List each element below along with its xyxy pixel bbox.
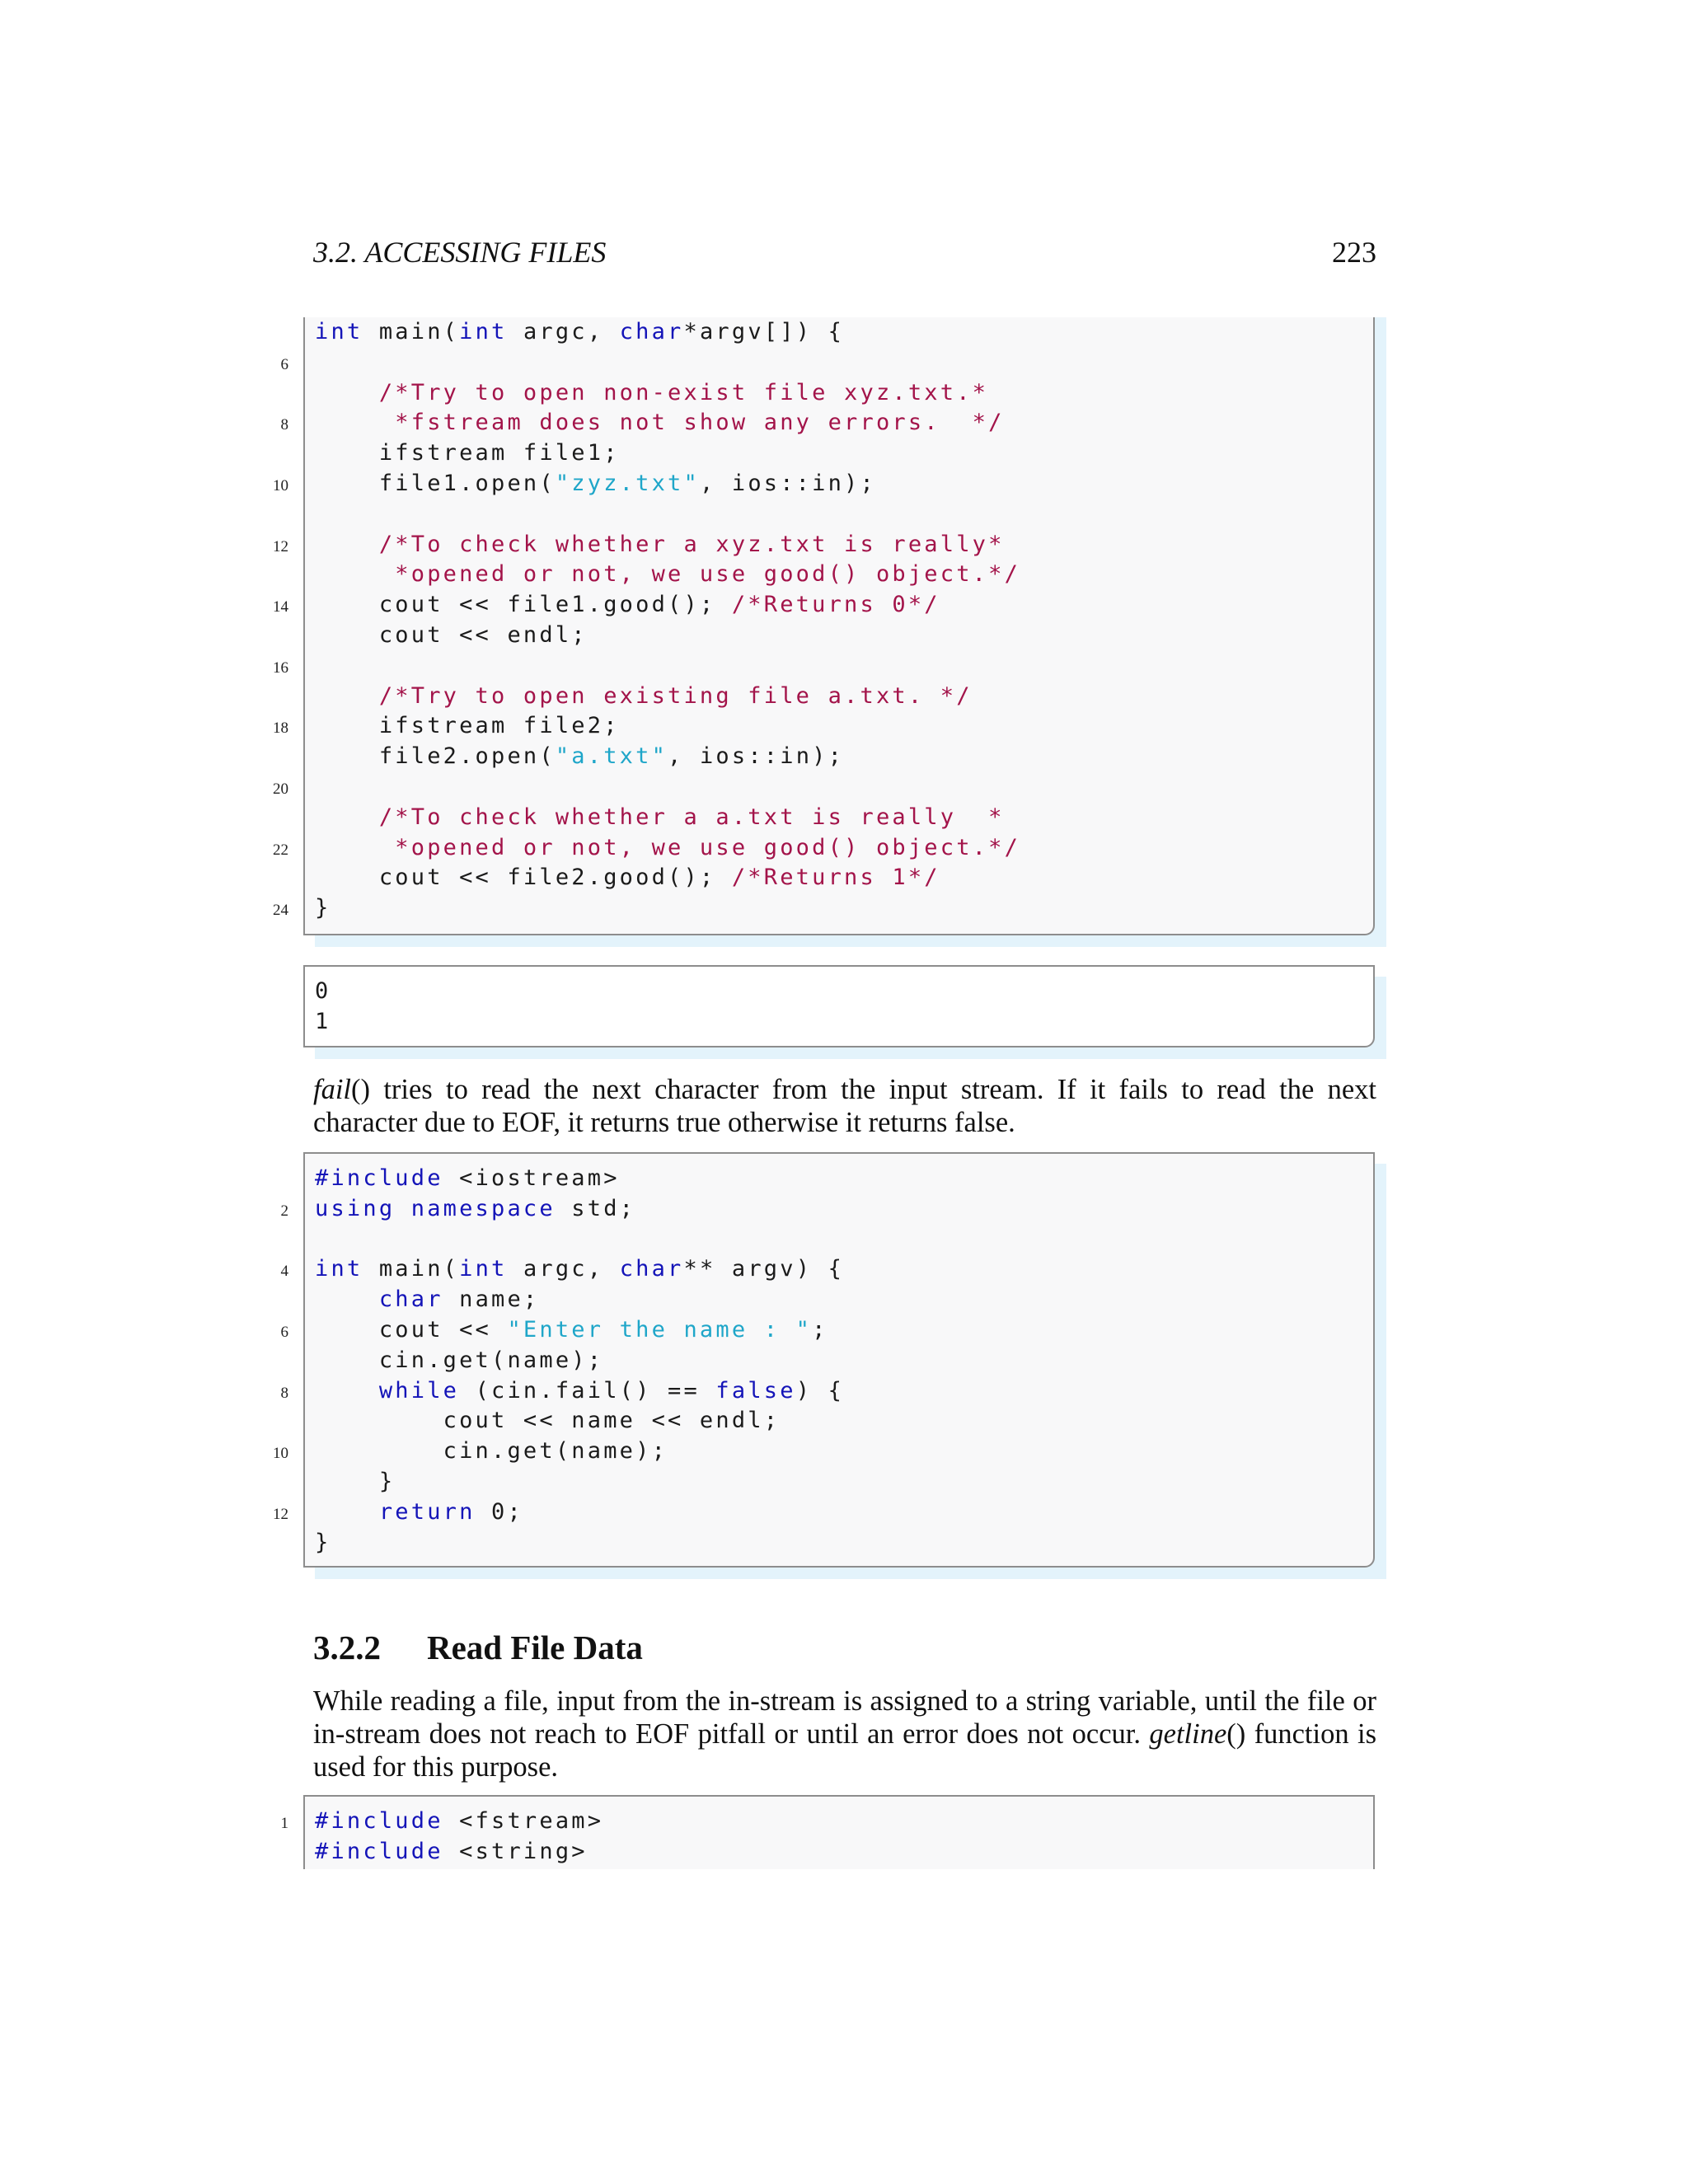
keyword-token: #include [315,1165,443,1191]
line-number: 18 [273,719,288,738]
code-text [315,1007,331,1038]
line-number: 4 [280,1263,288,1281]
line-number: 16 [273,658,288,677]
code-text [315,711,620,742]
code-token: , ios::in); [668,743,845,770]
fail-paragraph [313,1073,1376,1139]
comment-token: *fstream does not show any errors. */ [395,410,1005,436]
code-line [303,560,1386,590]
code-token [315,835,395,860]
line-number: 14 [273,598,288,616]
string-token: "zyz.txt" [555,470,700,496]
section-number: 3.2.2 [313,1629,381,1666]
code-line [273,651,1386,682]
code-line [303,863,1386,893]
code-token: 0; [475,1498,523,1525]
code-line [280,1254,1386,1285]
keyword-token: #include [315,1838,443,1864]
code-line [303,803,1386,833]
code-lines [280,1807,1386,1868]
code-text [315,1497,523,1528]
output-box [303,965,1386,1059]
keyword-token: int [315,1256,363,1282]
getline-text-2: () function is used for this purpose. [313,1718,1377,1783]
fail-description: () tries to read the next character from the input stream. If it fails to read the next character due to EOF, it returns true otherwise it returns false. [313,1074,1376,1138]
code-line [303,1285,1386,1315]
code-token: (cin.fail() == [459,1377,716,1404]
code-token: <fstream> [443,1808,604,1834]
code-line [273,772,1386,803]
code-token: file1.open( [315,470,556,496]
code-token: std; [555,1195,636,1221]
line-number: 6 [280,355,288,373]
comment-token: *opened or not, we use good() object.*/ [395,834,1021,860]
code-token: argc, [507,319,620,344]
code-token: name; [443,1286,540,1313]
code-text [315,378,988,409]
code-text [315,560,1020,590]
page-header [313,235,1376,276]
code-text [315,863,940,893]
code-text [315,682,973,712]
code-line [303,317,1386,348]
line-number: 2 [280,1202,288,1220]
code-token: 1 [315,1008,331,1034]
code-text [315,317,844,348]
code-line [303,682,1386,712]
comment-token: /*To check whether a xyz.txt is really* [378,531,1005,557]
code-token: <string> [443,1838,588,1864]
code-token [315,1499,379,1525]
running-section-title: 3.2. ACCESSING FILES [313,236,607,269]
line-number: 8 [280,416,288,434]
string-token: "Enter the name : " [507,1316,813,1343]
keyword-token: char [378,1286,443,1313]
comment-token: /*Try to open non-exist file xyz.txt.* [378,379,989,405]
page-number: 223 [1332,236,1376,269]
code-text [315,1837,588,1868]
line-number: 12 [273,1505,288,1523]
line-number: 10 [273,476,288,494]
code-text [315,1807,603,1837]
line-number: 12 [273,537,288,555]
code-line [303,499,1386,530]
code-text [315,742,844,772]
keyword-token: int [315,319,363,344]
comment-token: /*To check whether a a.txt is really * [378,804,1005,830]
code-text [315,530,1005,560]
code-line [273,893,1386,924]
line-number: 6 [280,1323,288,1341]
keyword-token: int [459,1256,508,1282]
comment-token: /*Returns 0*/ [731,592,940,618]
code-line [280,1315,1386,1346]
section-heading [313,1628,643,1667]
getline-paragraph [313,1685,1376,1783]
code-text [315,1315,828,1346]
code-line [280,1376,1386,1407]
code-token: cout << [315,1316,508,1343]
line-number: 10 [273,1445,288,1463]
code-lines [273,1164,1386,1558]
section-title: Read File Data [427,1629,643,1666]
output-lines [303,977,1386,1038]
code-lines [273,317,1386,924]
code-token: cin.get(name); [315,1438,668,1465]
code-token: , ios::in); [699,470,876,496]
code-line [280,408,1386,438]
code-token: *argv[]) { [683,319,845,344]
code-text [315,1406,780,1436]
keyword-token: int [459,319,508,344]
code-text [315,438,620,469]
code-line [303,977,1386,1007]
code-token [315,410,395,435]
code-line [273,1436,1386,1467]
code-listing-2 [273,1152,1386,1579]
code-line [303,621,1386,651]
code-line [303,1837,1386,1868]
code-token: cout << file2.good(); [315,865,732,891]
line-number: 20 [273,780,288,798]
code-text [315,1254,844,1285]
code-line [273,590,1386,621]
code-token: ) { [795,1377,845,1404]
code-token [315,532,379,557]
code-token: main( [363,319,460,344]
code-text [315,977,331,1007]
code-line [273,530,1386,560]
code-line [303,1346,1386,1376]
code-token: cin.get(name); [315,1347,604,1373]
code-line [280,348,1386,378]
code-text [315,893,331,924]
code-line [273,833,1386,864]
code-token [315,1286,379,1312]
getline-text-1: While reading a file, input from the in-stream is assigned to a string variable, until the file or in-stream does not reach to EOF pitfall or until an error does not occur. [313,1685,1376,1750]
code-token [315,1378,379,1404]
code-line [303,1467,1386,1497]
line-number: 24 [273,902,288,920]
code-token: cout << endl; [315,621,588,648]
code-text [315,1436,668,1467]
code-token: } [315,1529,331,1555]
code-text [315,408,1005,438]
keyword-token: return [378,1498,476,1525]
code-line [273,711,1386,742]
keyword-token: while [378,1377,460,1404]
code-token [315,561,395,587]
code-text [315,803,1005,833]
keyword-token: char [619,319,684,344]
code-line [273,469,1386,499]
code-text [315,621,588,651]
comment-token: /*Returns 1*/ [731,865,940,891]
keyword-token: false [715,1377,796,1404]
keyword-token: using namespace [315,1195,556,1221]
code-listing-1 [273,317,1386,947]
code-text [315,1164,620,1194]
code-text [315,590,940,621]
code-line [303,1225,1386,1255]
code-token: 0 [315,978,331,1004]
code-token: <iostream> [443,1165,620,1191]
code-text [315,1285,539,1315]
fail-function-name: fail [313,1074,352,1105]
getline-function-name: getline [1149,1718,1227,1750]
code-line [303,1164,1386,1194]
code-token: ifstream file1; [315,440,620,466]
code-token: } [315,1468,396,1494]
code-line [303,378,1386,409]
code-token [315,380,379,405]
code-token [315,683,379,709]
code-token: argc, [507,1256,620,1282]
code-text [315,469,876,499]
code-line [303,1528,1386,1558]
code-text [315,1467,395,1497]
code-line [303,1007,1386,1038]
code-text [315,1528,331,1558]
code-line [303,438,1386,469]
code-line [280,1194,1386,1225]
comment-token: /*Try to open existing file a.txt. */ [378,682,973,709]
code-token: cout << file1.good(); [315,592,732,618]
code-token: ; [812,1316,828,1343]
code-token: file2.open( [315,743,556,770]
code-line [273,1497,1386,1528]
code-token: ** argv) { [683,1256,845,1282]
code-line [280,1807,1386,1837]
code-text [315,1376,844,1407]
code-token: } [315,895,331,921]
line-number: 22 [273,841,288,859]
code-token: main( [363,1256,460,1282]
code-text [315,1346,603,1376]
code-token: cout << name << endl; [315,1408,781,1434]
string-token: "a.txt" [555,743,668,770]
code-text [315,833,1020,864]
code-token: ifstream file2; [315,713,620,739]
code-line [303,1406,1386,1436]
line-number: 1 [280,1815,288,1832]
code-text [315,1194,635,1225]
code-line [303,742,1386,772]
code-token [315,804,379,830]
comment-token: *opened or not, we use good() object.*/ [395,561,1021,588]
keyword-token: char [619,1256,684,1282]
keyword-token: #include [315,1808,443,1834]
code-listing-3 [280,1795,1386,1869]
line-number: 8 [280,1384,288,1402]
